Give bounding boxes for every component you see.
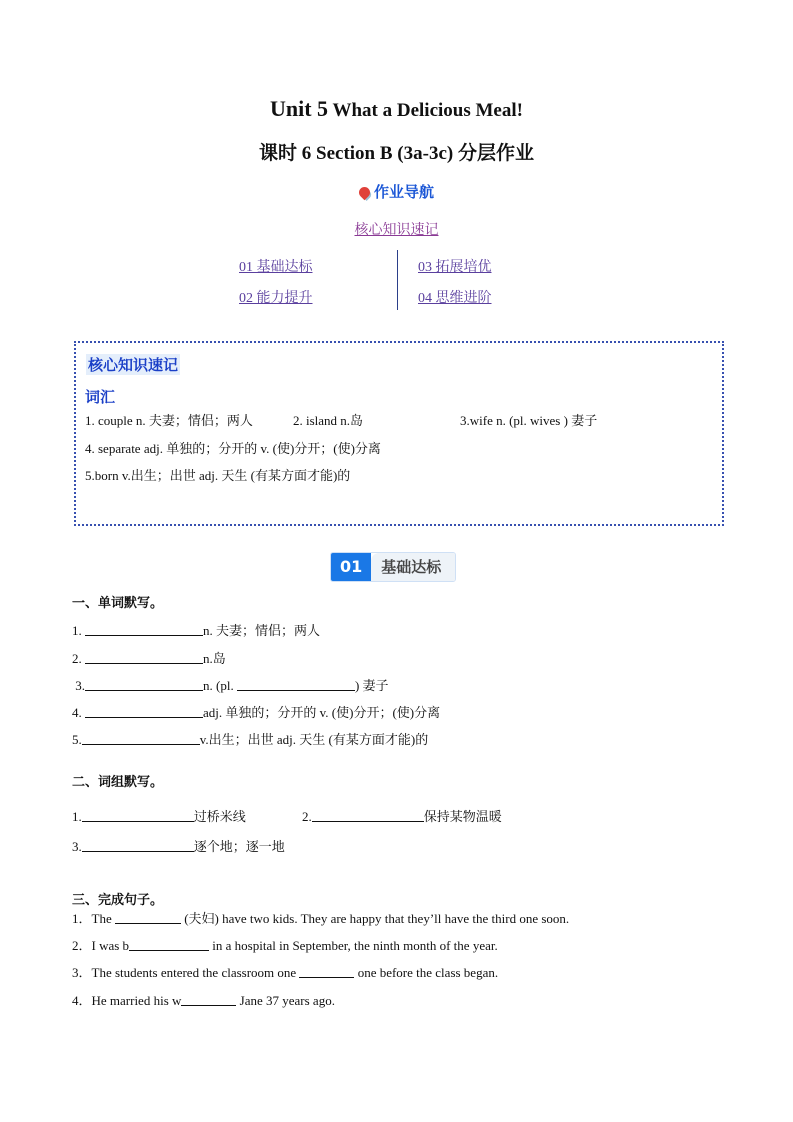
nav-link-02[interactable]: 02 能力提升 [239, 291, 313, 306]
exercise-row: 3. 逐个地；逐一地 [72, 839, 285, 854]
answer-blank[interactable] [85, 623, 203, 636]
nav-link-core-knowledge[interactable]: 核心知识速记 [354, 223, 439, 238]
nav-link-01[interactable]: 01 基础达标 [239, 260, 313, 275]
answer-blank[interactable] [85, 651, 203, 664]
exercise-row: 2. 保持某物温暖 [302, 809, 502, 824]
vocab-item: 4. separate adj. 单独的；分开的 v. (使)分开；(使)分离 [85, 441, 381, 456]
page-title: Unit 5 What a Delicious Meal! [270, 96, 523, 121]
vocab-item: 1. couple n. 夫妻；情侣；两人 [85, 413, 253, 428]
vocab-item: 3.wife n. (pl. wives ) 妻子 [460, 413, 598, 428]
exercise-row: 2. n.岛 [72, 651, 226, 666]
knowledge-heading: 核心知识速记 [88, 356, 179, 374]
nav-link-03[interactable]: 03 拓展培优 [418, 260, 492, 275]
vocab-item: 2. island n.岛 [293, 413, 364, 428]
page-subtitle: 课时 6 Section B (3a-3c) 分层作业 [259, 143, 534, 164]
nav-heading: 作业导航 [0, 181, 793, 202]
answer-blank[interactable] [85, 705, 203, 718]
answer-blank[interactable] [115, 911, 181, 924]
vocab-item: 5.born v.出生；出世 adj. 天生 (有某方面才能)的 [85, 468, 351, 483]
exercise-row: 5. v.出生；出世 adj. 天生 (有某方面才能)的 [72, 732, 429, 747]
nav-link-04[interactable]: 04 思维进阶 [418, 291, 492, 306]
exercise-row: 4. adj. 单独的；分开的 v. (使)分开；(使)分离 [72, 705, 441, 720]
section-heading: 二、词组默写。 [72, 775, 164, 790]
exercise-row: 3．The students entered the classroom one one before the class began. [72, 965, 499, 980]
vocab-heading: 词汇 [85, 388, 116, 406]
answer-blank[interactable] [237, 678, 355, 691]
answer-blank[interactable] [299, 965, 354, 978]
exercise-row: 4．He married his w Jane 37 years ago. [72, 993, 335, 1008]
nav-divider [397, 250, 398, 310]
answer-blank[interactable] [82, 732, 200, 745]
section-heading: 一、单词默写。 [72, 596, 164, 611]
exercise-row: 1．The (夫妇) have two kids. They are happy that they’ll have the third one soon. [72, 911, 570, 926]
answer-blank[interactable] [181, 993, 236, 1006]
answer-blank[interactable] [129, 938, 209, 951]
location-pin-icon [357, 185, 373, 201]
level-badge: 01 基础达标 [330, 552, 456, 582]
answer-blank[interactable] [85, 678, 203, 691]
exercise-row: 2．I was b in a hospital in September, the ninth month of the year. [72, 938, 498, 953]
exercise-row: 3. n. (pl. ) 妻子 [72, 678, 389, 693]
answer-blank[interactable] [82, 839, 194, 852]
answer-blank[interactable] [82, 809, 194, 822]
answer-blank[interactable] [312, 809, 424, 822]
exercise-row: 1. 过桥米线 [72, 809, 246, 824]
exercise-row: 1. n. 夫妻；情侣；两人 [72, 623, 321, 638]
section-heading: 三、完成句子。 [72, 893, 164, 908]
